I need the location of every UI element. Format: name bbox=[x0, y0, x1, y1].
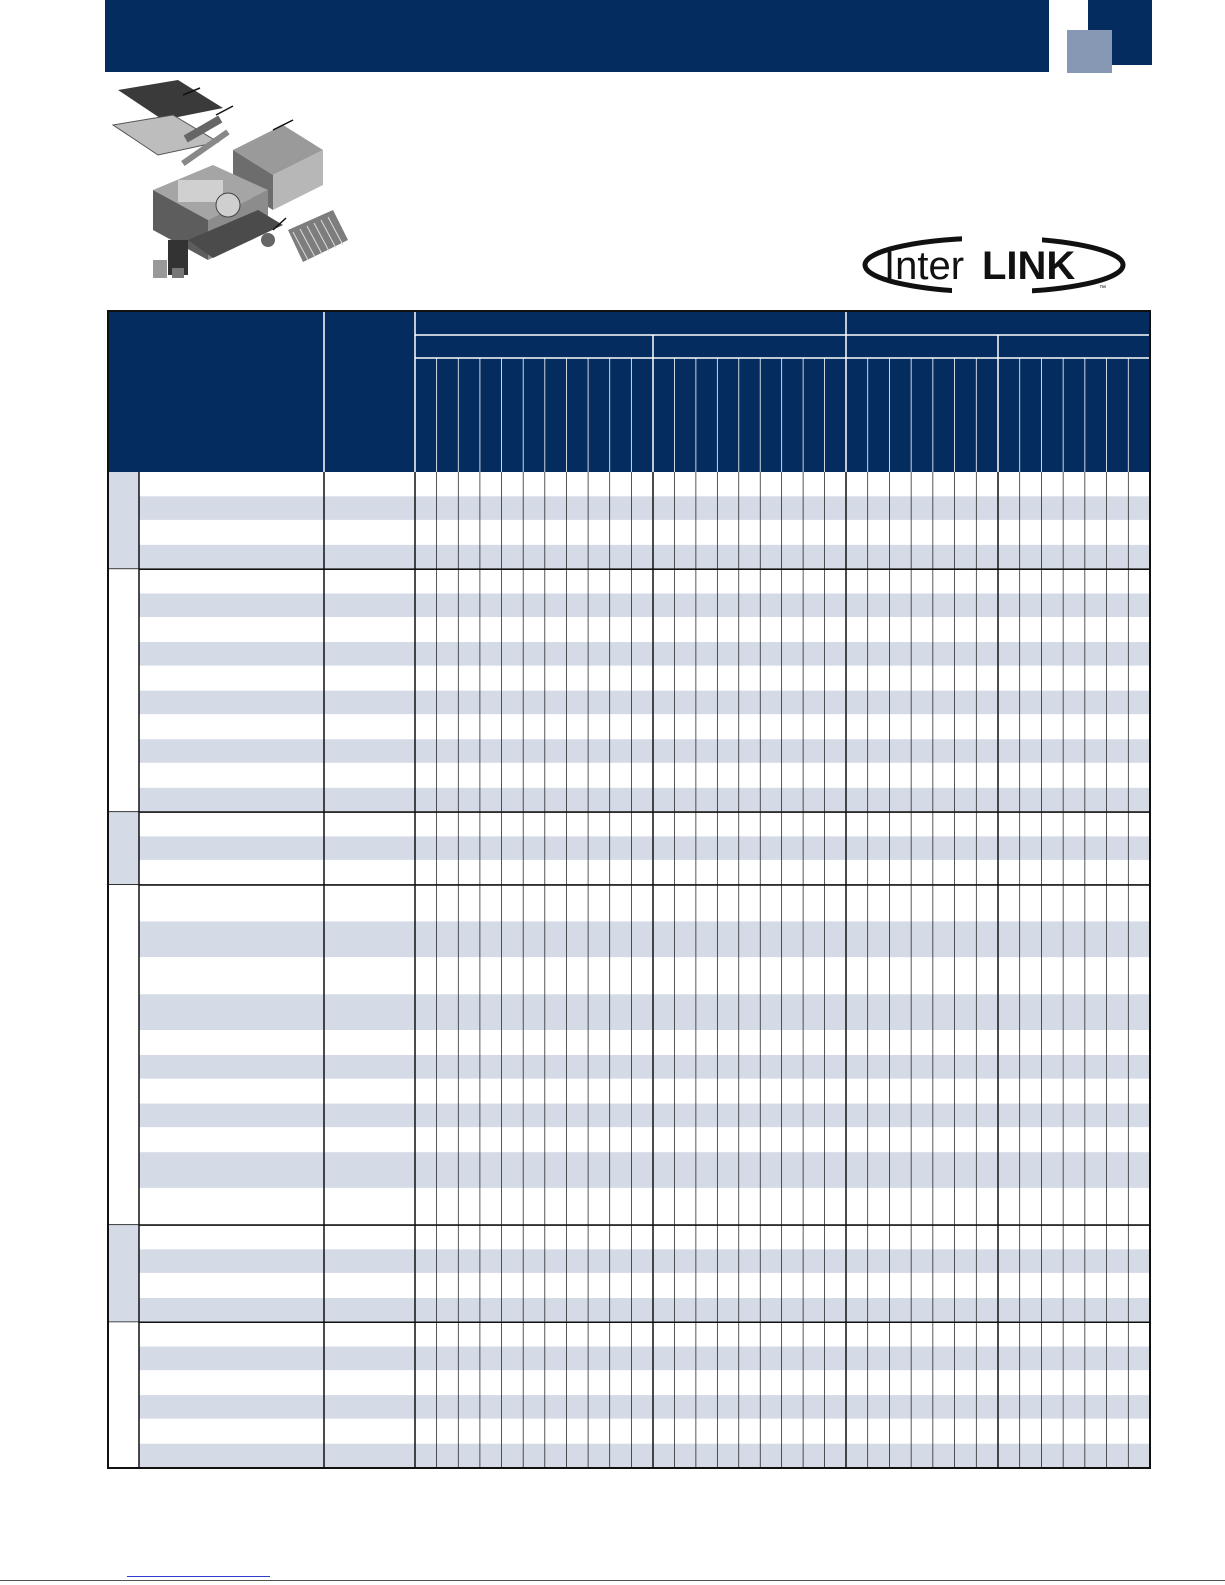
table-row-shade bbox=[415, 1104, 1150, 1128]
section-label-cell bbox=[108, 812, 139, 885]
table-row-shade bbox=[139, 1298, 324, 1322]
table-row-shade bbox=[139, 496, 324, 520]
logo-trademark: ™ bbox=[1099, 285, 1106, 292]
table-row-shade bbox=[415, 691, 1150, 715]
table-row-shade bbox=[324, 994, 415, 1030]
table-row-shade bbox=[324, 836, 415, 860]
table-row-shade bbox=[324, 739, 415, 763]
table-row-shade bbox=[324, 921, 415, 957]
table-row-shade bbox=[415, 1152, 1150, 1188]
table-row-shade bbox=[324, 642, 415, 666]
table-row-shade bbox=[139, 1249, 324, 1273]
table-row-shade bbox=[139, 1395, 324, 1419]
table-row-shade bbox=[324, 1249, 415, 1273]
table-row-shade bbox=[139, 1104, 324, 1128]
table-row-shade bbox=[139, 788, 324, 812]
table-row-shade bbox=[415, 1347, 1150, 1371]
table-row-shade bbox=[415, 545, 1150, 569]
table-row-shade bbox=[139, 1347, 324, 1371]
table-row-shade bbox=[415, 593, 1150, 617]
table-row-shade bbox=[324, 545, 415, 569]
table-row-shade bbox=[415, 1249, 1150, 1273]
table-row-shade bbox=[415, 1055, 1150, 1079]
table-row-shade bbox=[415, 788, 1150, 812]
table-row-shade bbox=[415, 836, 1150, 860]
section-label-cell bbox=[108, 885, 139, 1225]
table-row-shade bbox=[139, 1444, 324, 1468]
table-row-shade bbox=[139, 1152, 324, 1188]
logo-text-bold: LINK bbox=[982, 244, 1076, 288]
table-row-shade bbox=[324, 691, 415, 715]
logo-text-regular: Inter bbox=[884, 244, 965, 288]
table-row-shade bbox=[139, 593, 324, 617]
table-row-shade bbox=[324, 1347, 415, 1371]
table-row-shade bbox=[324, 593, 415, 617]
table-row-shade bbox=[139, 691, 324, 715]
table-row-shade bbox=[415, 739, 1150, 763]
section-label-cell bbox=[108, 472, 139, 569]
table-row-shade bbox=[415, 1444, 1150, 1468]
table-row-shade bbox=[139, 545, 324, 569]
footer-link-underline[interactable] bbox=[127, 1576, 270, 1577]
table-row-shade bbox=[324, 1298, 415, 1322]
table-row-shade bbox=[139, 739, 324, 763]
table-row-shade bbox=[139, 994, 324, 1030]
footer-rule bbox=[0, 1580, 1225, 1581]
table-row-shade bbox=[139, 836, 324, 860]
table-row-shade bbox=[415, 1298, 1150, 1322]
table-row-shade bbox=[415, 921, 1150, 957]
table-row-shade bbox=[139, 921, 324, 957]
table-row-shade bbox=[324, 1395, 415, 1419]
table-row-shade bbox=[415, 496, 1150, 520]
table-row-shade bbox=[324, 1055, 415, 1079]
section-label-cell bbox=[108, 1225, 139, 1322]
table-row-shade bbox=[324, 1444, 415, 1468]
table-row-shade bbox=[324, 1104, 415, 1128]
table-row-shade bbox=[324, 788, 415, 812]
table-row-shade bbox=[139, 642, 324, 666]
table-row-shade bbox=[415, 1395, 1150, 1419]
table-row-shade bbox=[415, 642, 1150, 666]
table-row-shade bbox=[415, 994, 1150, 1030]
table-border bbox=[108, 311, 1150, 1468]
table-row-shade bbox=[324, 496, 415, 520]
table-row-shade bbox=[139, 1055, 324, 1079]
section-label-cell bbox=[108, 1322, 139, 1468]
table-row-shade bbox=[324, 1152, 415, 1188]
section-label-cell bbox=[108, 569, 139, 812]
